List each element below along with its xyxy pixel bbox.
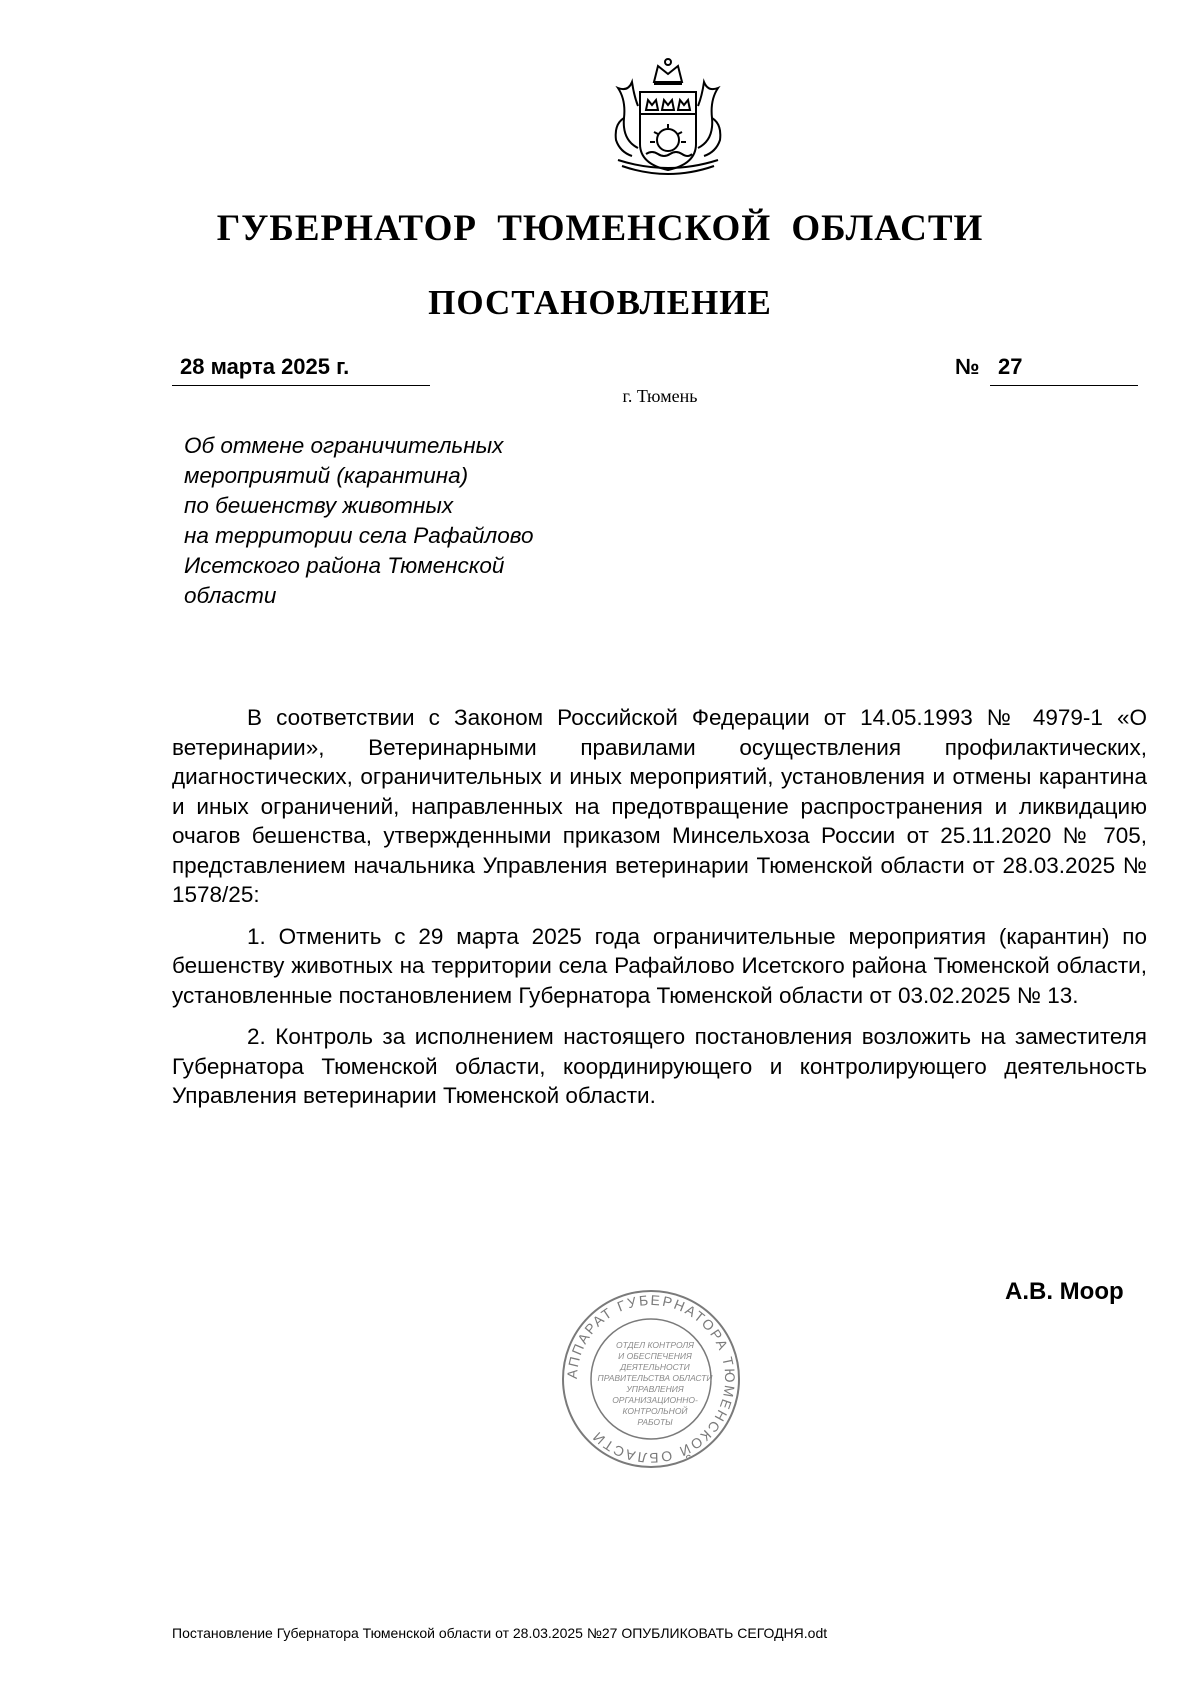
footer-filename: Постановление Губернатора Тюменской области от 28.03.2025 №27 ОПУБЛИКОВАТЬ СЕГОДНЯ.odt [172, 1625, 828, 1641]
item-2-paragraph: 2. Контроль за исполнением настоящего постановления возложить на заместителя Губернатора Тюменской области, координирующего и контролирующего деятельность Управления ветеринарии Тюменской области. [172, 1024, 1147, 1108]
preamble-paragraph: В соответствии с Законом Российской Федерации от 14.05.1993 № 4979-1 «О ветеринарии», Ветеринарными правилами осуществления профилактических, диагностических, ограничительных и иных мероприятий, установления и отмены карантина и иных ограничений, направленных на предотвращение распространения и ликвидацию очагов бешенства, утвержденными приказом Минсельхоза России от 25.11.2020 № 705, представлением начальника Управления ветеринарии Тюменской области от 28.03.2025 № 1578/25: [172, 705, 1147, 907]
coat-of-arms-icon [588, 52, 748, 188]
official-stamp-icon [560, 1288, 742, 1470]
svg-text:РАБОТЫ: РАБОТЫ [637, 1417, 673, 1427]
number-label: № [955, 354, 980, 379]
authority-title: ГУБЕРНАТОР ТЮМЕНСКОЙ ОБЛАСТИ [216, 208, 984, 249]
subject-line: по бешенству животных [184, 493, 454, 518]
subject-line: области [184, 583, 277, 608]
svg-text:И ОБЕСПЕЧЕНИЯ: И ОБЕСПЕЧЕНИЯ [618, 1351, 692, 1361]
document-number: 27 [990, 354, 1138, 386]
signatory-name: А.В. Моор [1005, 1278, 1124, 1305]
item-1-paragraph: 1. Отменить с 29 марта 2025 года ограничительные мероприятия (карантин) по бешенству животных на территории села Рафайлово Исетского района Тюменской области, установленные постановлением Губернатора Тюменской области от 03.02.2025 № 13. [172, 923, 1147, 1008]
stamp-ring-text: АППАРАТ ГУБЕРНАТОРА ТЮМЕНСКОЙ ОБЛАСТИ [563, 1291, 739, 1467]
document-date: 28 марта 2025 г. [172, 354, 430, 386]
subject-line: Исетского района Тюменской [184, 553, 505, 578]
subject-line: на территории села Рафайлово [184, 523, 534, 548]
document-type-title: ПОСТАНОВЛЕНИЕ [428, 283, 772, 322]
subject-line: мероприятий (карантина) [184, 463, 469, 488]
document-subject [184, 431, 624, 611]
subject-line: Об отмене ограничительных [184, 433, 504, 458]
document-body [172, 703, 1147, 1123]
document-city: г. Тюмень [622, 386, 698, 406]
svg-text:ПРАВИТЕЛЬСТВА ОБЛАСТИ: ПРАВИТЕЛЬСТВА ОБЛАСТИ [597, 1373, 713, 1383]
svg-text:УПРАВЛЕНИЯ: УПРАВЛЕНИЯ [626, 1384, 684, 1394]
svg-text:ОТДЕЛ КОНТРОЛЯ: ОТДЕЛ КОНТРОЛЯ [616, 1340, 694, 1350]
svg-text:КОНТРОЛЬНОЙ: КОНТРОЛЬНОЙ [622, 1406, 688, 1416]
svg-text:ОРГАНИЗАЦИОННО-: ОРГАНИЗАЦИОННО- [612, 1395, 698, 1405]
svg-text:ДЕЯТЕЛЬНОСТИ: ДЕЯТЕЛЬНОСТИ [620, 1362, 690, 1372]
